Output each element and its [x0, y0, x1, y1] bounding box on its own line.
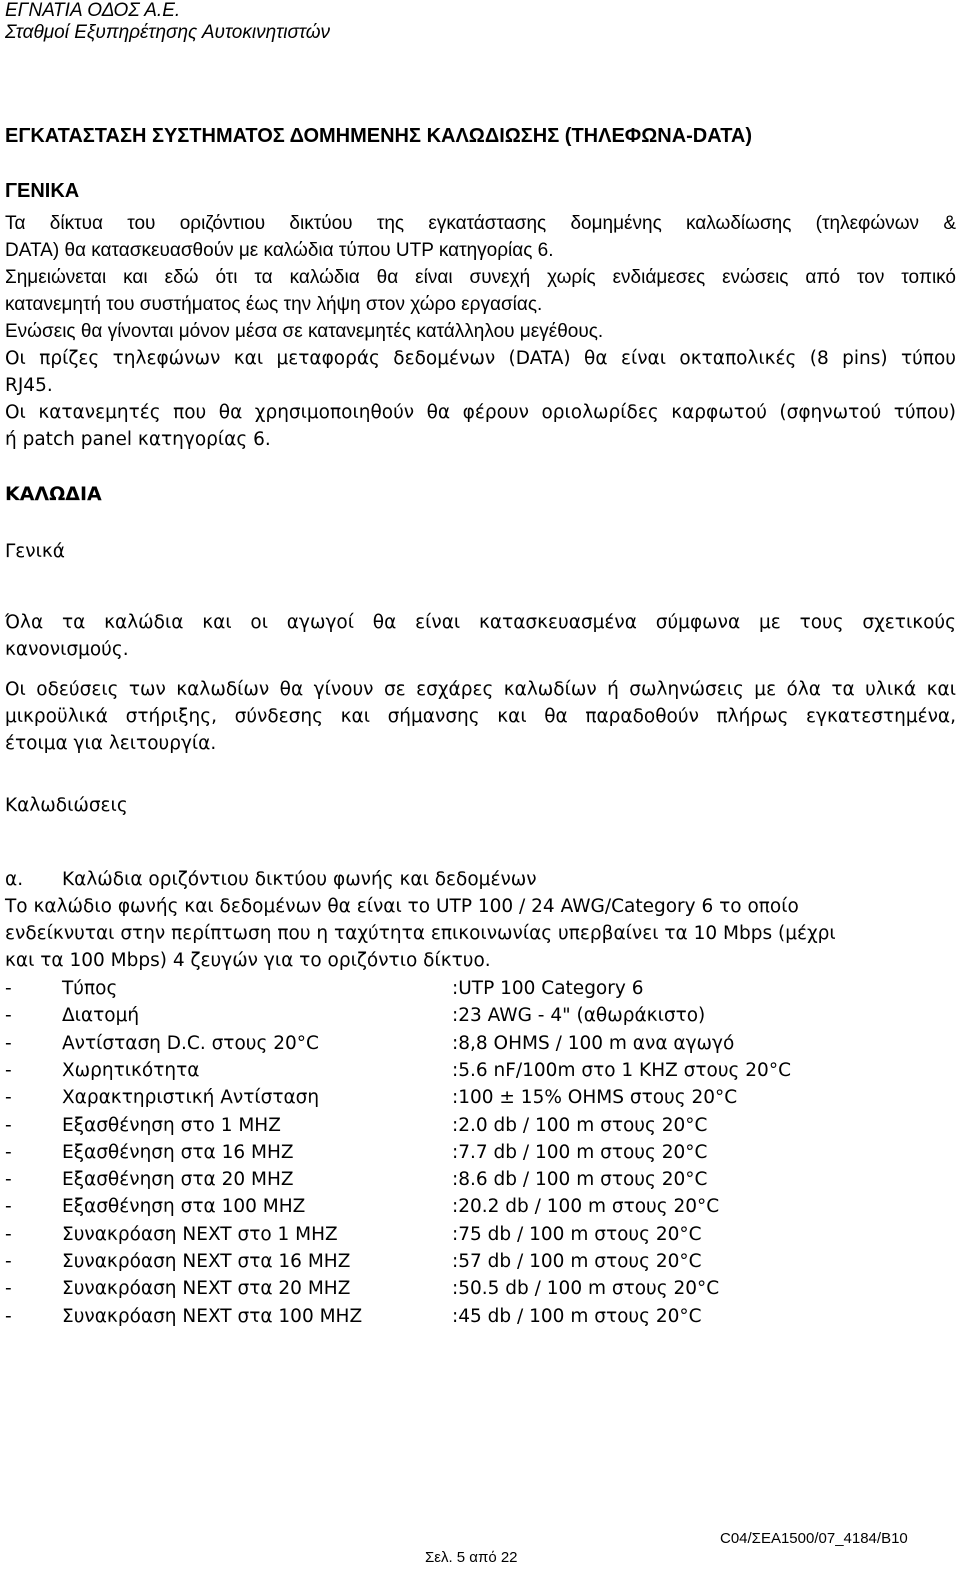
spec-label: Συνακρόαση NEXT στα 100 MHZ — [62, 1305, 363, 1327]
spec-label: Εξασθένηση στα 20 MHZ — [62, 1169, 294, 1191]
general-line: Οι πρίζες τηλεφώνων και μεταφοράς δεδομένων (DATA) θα είναι οκταπολικές (8 pins) τύπου — [5, 348, 956, 369]
cables-heading: ΚΑΛΩΔΙΑ — [5, 483, 102, 505]
general-line: RJ45. — [5, 375, 53, 396]
document-subtitle: Σταθμοί Εξυπηρέτησης Αυτοκινητιστών — [5, 22, 331, 43]
spec-label: Συνακρόαση NEXT στα 16 MHZ — [62, 1251, 351, 1272]
description-line: και τα 100 Mbps) 4 ζευγών για το οριζόντιο δίκτυο. — [5, 950, 491, 971]
spec-value: :57 db / 100 m στους 20°C — [452, 1251, 702, 1272]
general-line: ή patch panel κατηγορίας 6. — [5, 429, 271, 450]
spec-bullet: - — [5, 1032, 12, 1054]
description-line: Το καλώδιο φωνής και δεδομένων θα είναι το UTP 100 / 24 AWG/Category 6 το οποίο — [5, 896, 799, 917]
general-line: κατανεμητή του συστήματος έως την λήψη στον χώρο εργασίας. — [5, 294, 543, 315]
spec-label: Συνακρόαση NEXT στα 20 MHZ — [62, 1278, 351, 1300]
cables-paragraph-line: Όλα τα καλώδια και οι αγωγοί θα είναι κατασκευασμένα σύμφωνα με τους σχετικούς — [5, 612, 956, 633]
spec-bullet: - — [5, 1251, 12, 1272]
spec-value: :23 AWG - 4" (αθωράκιστο) — [452, 1005, 706, 1027]
cables-paragraph-line: κανονισμούς. — [5, 639, 129, 660]
spec-value: :7.7 db / 100 m στους 20°C — [452, 1141, 708, 1163]
spec-value: :20.2 db / 100 m στους 20°C — [452, 1196, 720, 1218]
spec-label: Χαρακτηριστική Αντίσταση — [62, 1087, 320, 1109]
general-line: Σημειώνεται και εδώ ότι τα καλώδια θα είναι συνεχή χωρίς ενδιάμεσες ενώσεις από τον τοπικό — [5, 267, 956, 288]
general-line: Τα δίκτυα του οριζόντιου δικτύου της εγκατάστασης δομημένης καλωδίωσης (τηλεφώνων & — [5, 213, 956, 234]
wiring-subheading: Καλωδιώσεις — [5, 795, 128, 816]
spec-bullet: - — [5, 978, 12, 999]
general-line: DATA) θα κατασκευασθούν με καλώδια τύπου UTP κατηγορίας 6. — [5, 240, 554, 261]
spec-label: Χωρητικότητα — [62, 1059, 200, 1081]
spec-label: Εξασθένηση στα 100 MHZ — [62, 1196, 306, 1218]
spec-bullet: - — [5, 1059, 12, 1081]
subsection-title: Καλώδια οριζόντιου δικτύου φωνής και δεδομένων — [62, 869, 537, 890]
spec-value: :8,8 OHMS / 100 m ανα αγωγό — [452, 1032, 735, 1054]
document-code: C04/ΣΕΑ1500/07_4184/Β10 — [720, 1530, 908, 1547]
spec-value: :5.6 nF/100m στο 1 KHZ στους 20°C — [452, 1059, 791, 1081]
spec-label: Διατομή — [62, 1005, 140, 1027]
spec-bullet: - — [5, 1305, 12, 1327]
spec-bullet: - — [5, 1005, 12, 1027]
general-line: Ενώσεις θα γίνονται μόνον μέσα σε κατανεμητές κατάλληλου μεγέθους. — [5, 321, 604, 342]
cables-paragraph-line: έτοιμα για λειτουργία. — [5, 733, 217, 754]
spec-bullet: - — [5, 1196, 12, 1218]
spec-bullet: - — [5, 1278, 12, 1300]
spec-label: Εξασθένηση στο 1 MHZ — [62, 1114, 281, 1136]
spec-label: Αντίσταση D.C. στους 20°C — [62, 1032, 319, 1054]
page-number: Σελ. 5 από 22 — [425, 1549, 518, 1566]
spec-value: :100 ± 15% OHMS στους 20°C — [452, 1087, 738, 1109]
spec-bullet: - — [5, 1087, 12, 1109]
spec-value: :8.6 db / 100 m στους 20°C — [452, 1169, 708, 1191]
spec-bullet: - — [5, 1114, 12, 1136]
spec-value: :50.5 db / 100 m στους 20°C — [452, 1278, 720, 1300]
spec-label: Τύπος — [62, 978, 118, 999]
cables-paragraph-line: Οι οδεύσεις των καλωδίων θα γίνουν σε εσχάρες καλωδίων ή σωληνώσεις με όλα τα υλικά και — [5, 679, 956, 700]
spec-value: :45 db / 100 m στους 20°C — [452, 1305, 702, 1327]
cables-paragraph-line: μικροϋλικά στήριξης, σύνδεσης και σήμανσης και θα παραδοθούν πλήρως εγκατεστημένα, — [5, 706, 956, 727]
page-title: ΕΓΚΑΤΑΣΤΑΣΗ ΣΥΣΤΗΜΑΤΟΣ ΔΟΜΗΜΕΝΗΣ ΚΑΛΩΔΙΩΣΗΣ (ΤΗΛΕΦΩΝΑ-DATA) — [5, 125, 753, 147]
spec-value: :2.0 db / 100 m στους 20°C — [452, 1114, 708, 1136]
spec-bullet: - — [5, 1169, 12, 1191]
company-name: ΕΓΝΑΤΙΑ ΟΔΟΣ Α.Ε. — [5, 0, 181, 21]
spec-bullet: - — [5, 1141, 12, 1163]
general-subheading: Γενικά — [5, 541, 65, 562]
spec-bullet: - — [5, 1223, 12, 1245]
spec-label: Συνακρόαση NEXT στο 1 MHZ — [62, 1223, 338, 1245]
spec-value: :75 db / 100 m στους 20°C — [452, 1223, 702, 1245]
spec-label: Εξασθένηση στα 16 MHZ — [62, 1141, 294, 1163]
subsection-marker: α. — [5, 869, 24, 890]
spec-value: :UTP 100 Category 6 — [452, 978, 644, 999]
general-heading: ΓΕΝΙΚΑ — [5, 180, 80, 202]
general-line: Οι κατανεμητές που θα χρησιμοποιηθούν θα φέρουν οριολωρίδες καρφωτού (σφηνωτού τύπου) — [5, 402, 956, 423]
description-line: ενδείκνυται στην περίπτωση που η ταχύτητα επικοινωνίας υπερβαίνει τα 10 Mbps (μέχρι — [5, 923, 836, 944]
